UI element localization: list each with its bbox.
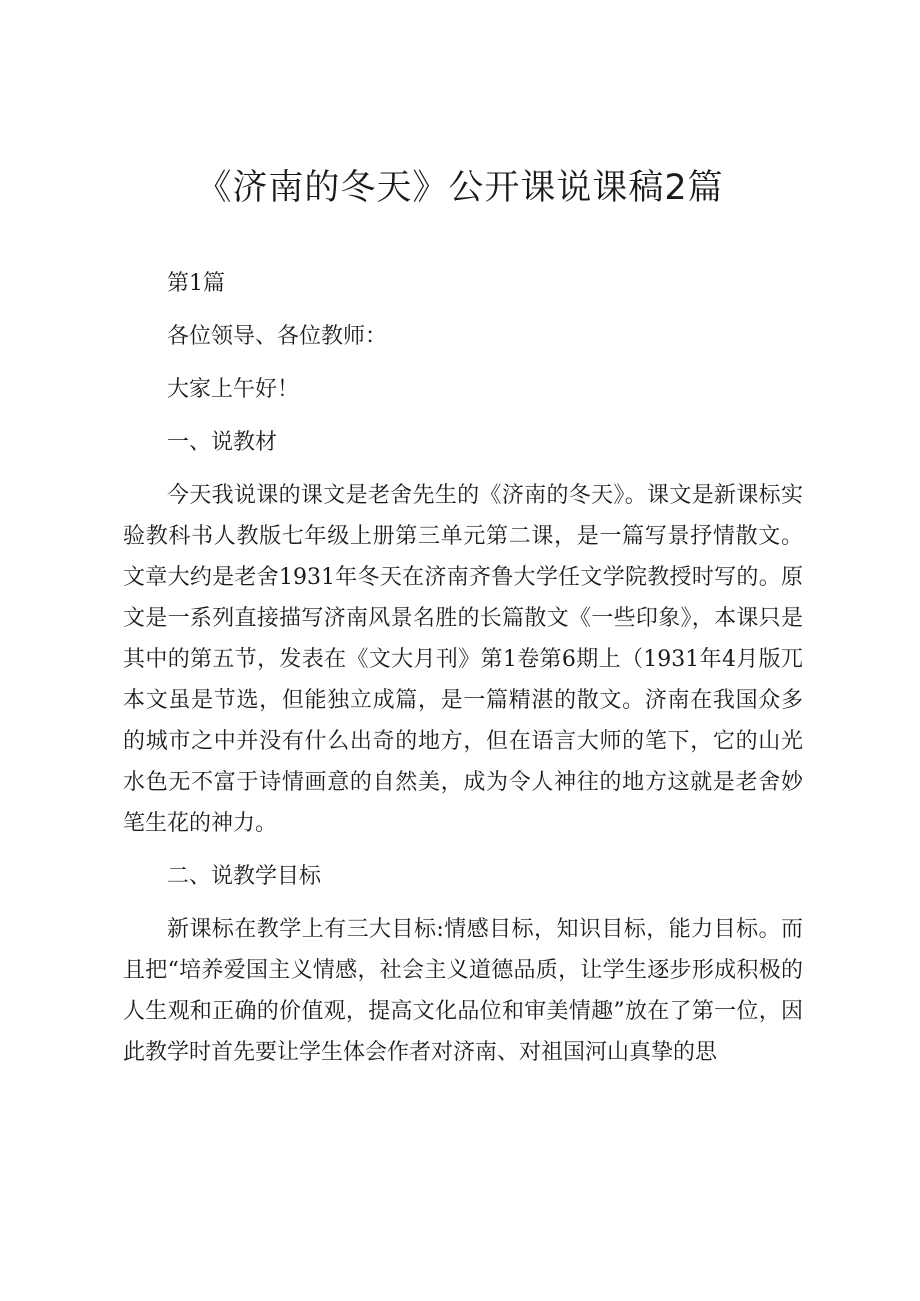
section-heading-goals: 二、说教学目标 xyxy=(167,864,322,889)
paragraph-textbook: 今天我说课的课文是老舍先生的《济南的冬天》。课文是新课标实验教科书人教版七年级上册第三单元第二课，是一篇写景抒情散文。文章大约是老舍1931年冬天在济南齐鲁大学任文学院教授时写的。原文是一系列直接描写济南风景名胜的长篇散文《一些印象》，本课只是其中的第五节，发表在《文大月刊》第1卷第6期上（1931年4月版兀本文虽是节选，但能独立成篇，是一篇精湛的散文。济南在我国众多的城市之中并没有什么出奇的地方，但在语言大师的笔下，它的山光水色无不富于诗情画意的自然美，成为令人神往的地方这就是老舍妙笔生花的神力。 xyxy=(123,483,803,836)
section-heading-textbook: 一、说教材 xyxy=(167,430,278,455)
document-body xyxy=(123,263,803,1085)
greeting-morning: 大家上午好！ xyxy=(167,377,300,402)
document-title: 《济南的冬天》公开课说课稿2篇 xyxy=(196,168,724,208)
paragraph-goals: 新课标在教学上有三大目标:情感目标，知识目标，能力目标。而且把“培养爱国主义情感，社会主义道德品质，让学生逐步形成积极的人生观和正确的价值观，提高文化品位和审美情趣”放在了第一位，因此教学时首先要让学生体会作者对济南、对祖国河山真挚的思 xyxy=(123,917,803,1065)
greeting-leaders: 各位领导、各位教师： xyxy=(167,324,388,349)
section-heading-part-1: 第1篇 xyxy=(167,271,225,296)
